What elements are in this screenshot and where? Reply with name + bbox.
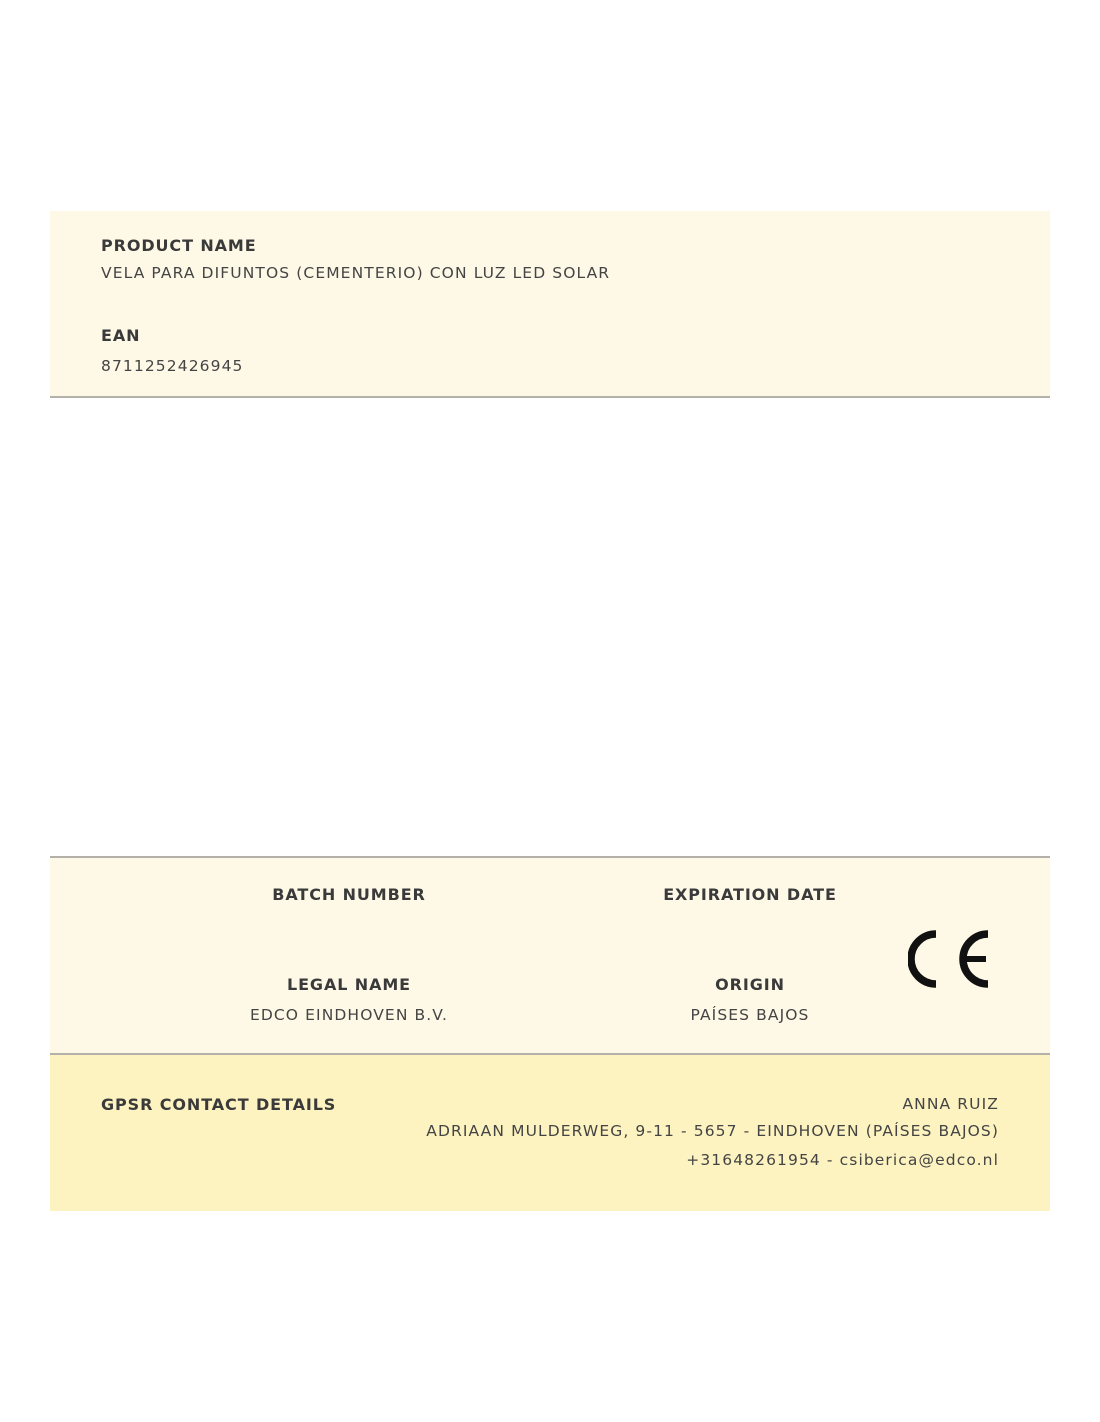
contact-phone-email: +31648261954 - csiberica@edco.nl bbox=[686, 1151, 999, 1169]
gpsr-contact-label: GPSR CONTACT DETAILS bbox=[101, 1095, 337, 1114]
product-name-label: PRODUCT NAME bbox=[101, 236, 257, 255]
product-info-panel bbox=[50, 211, 1050, 398]
ean-value: 8711252426945 bbox=[101, 357, 244, 375]
legal-name-value: EDCO EINDHOVEN B.V. bbox=[249, 1006, 449, 1024]
legal-name-label: LEGAL NAME bbox=[286, 975, 412, 994]
ce-mark-icon bbox=[908, 928, 992, 990]
batch-details-panel bbox=[50, 856, 1050, 1055]
contact-address: ADRIAAN MULDERWEG, 9-11 - 5657 - EINDHOVEN (PAÍSES BAJOS) bbox=[426, 1122, 999, 1140]
batch-number-label: BATCH NUMBER bbox=[272, 885, 426, 904]
origin-value: PAÍSES BAJOS bbox=[690, 1006, 810, 1024]
gpsr-contact-panel bbox=[50, 1055, 1050, 1211]
origin-label: ORIGIN bbox=[715, 975, 785, 994]
product-name-value: VELA PARA DIFUNTOS (CEMENTERIO) CON LUZ LED SOLAR bbox=[101, 264, 611, 282]
ean-label: EAN bbox=[101, 326, 141, 345]
contact-name: ANNA RUIZ bbox=[902, 1095, 999, 1113]
expiration-date-label: EXPIRATION DATE bbox=[663, 885, 837, 904]
